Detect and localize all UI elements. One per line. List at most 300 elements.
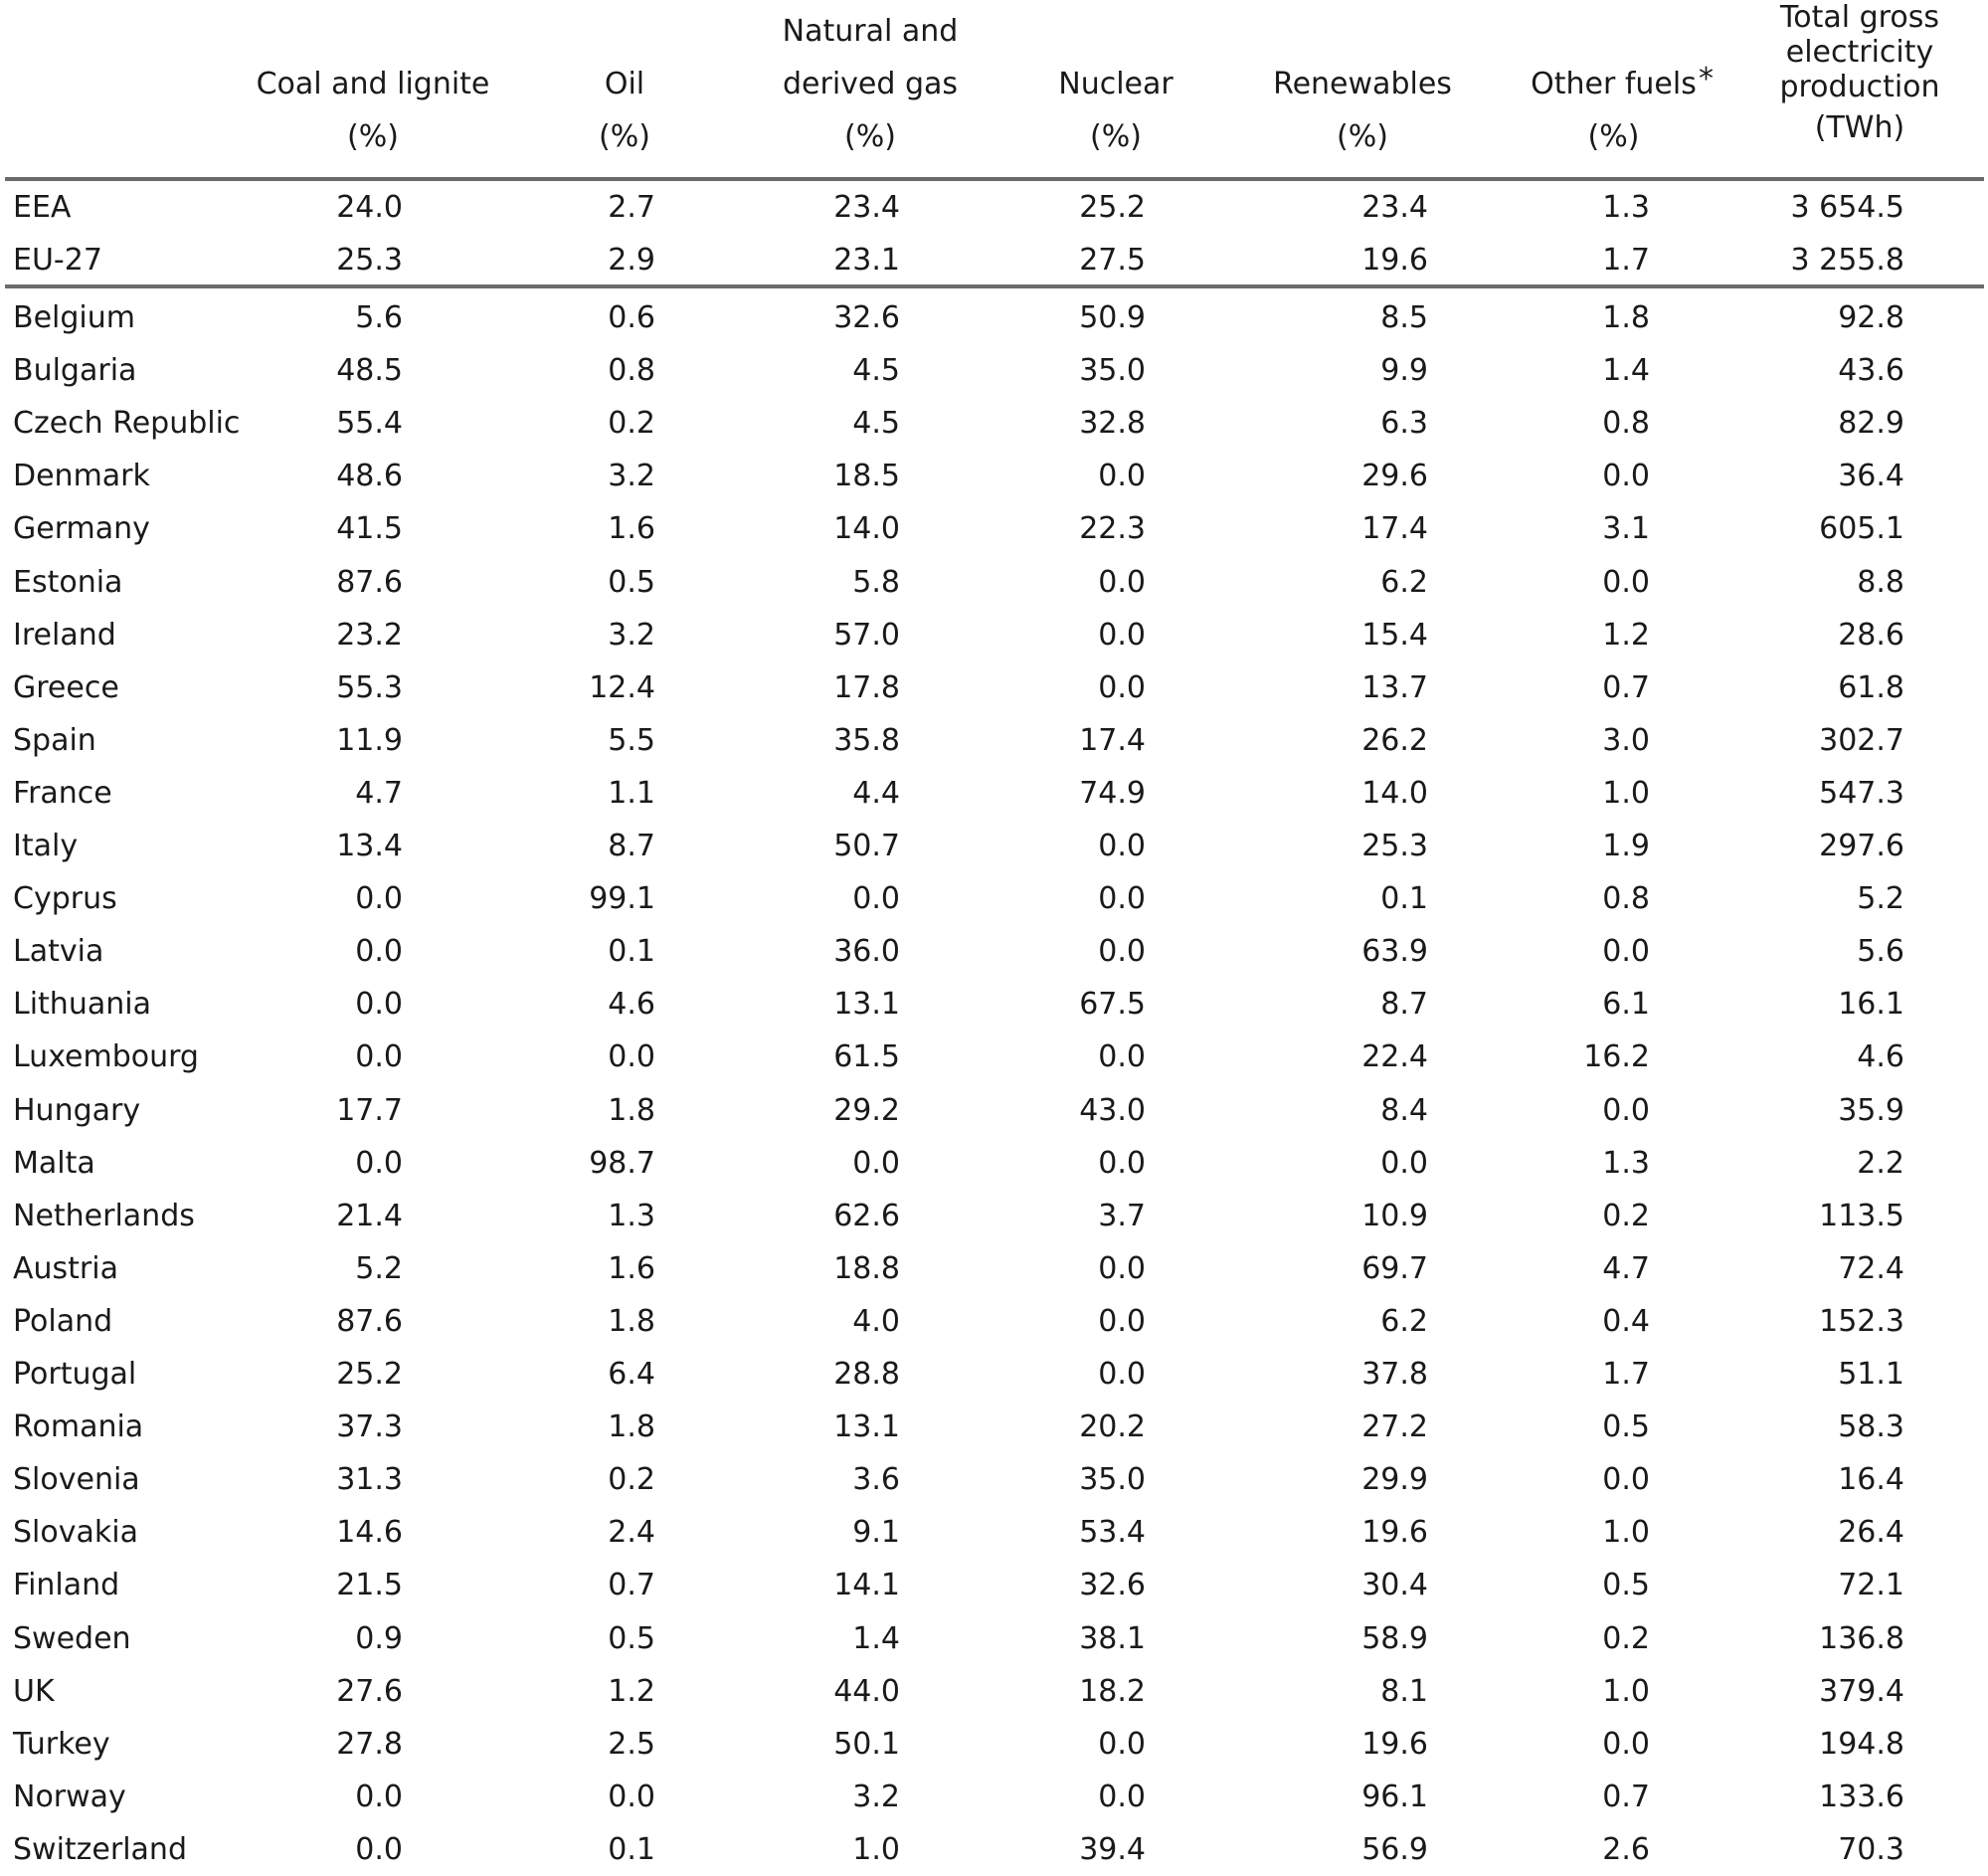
table-row — [0, 234, 1988, 286]
row-label: France — [13, 775, 112, 811]
cell-coal-lignite: 14.6 — [336, 1515, 403, 1551]
cell-other-fuels: 0.0 — [1602, 1462, 1650, 1498]
cell-coal-lignite: 87.6 — [336, 564, 403, 600]
cell-nuclear: 67.5 — [1079, 987, 1146, 1023]
row-label: Luxembourg — [13, 1039, 199, 1075]
cell-nuclear: 0.0 — [1098, 564, 1146, 600]
row-label: Germany — [13, 511, 150, 547]
cell-oil: 1.8 — [608, 1092, 655, 1128]
cell-natural-gas: 13.1 — [833, 987, 900, 1023]
cell-other-fuels: 1.2 — [1602, 617, 1650, 653]
row-label: EU-27 — [13, 243, 102, 278]
table-row — [0, 714, 1988, 767]
table-row — [0, 1665, 1988, 1718]
header-line: electricity — [1785, 35, 1934, 70]
header-line: derived gas — [782, 67, 958, 101]
cell-total-production: 547.3 — [1819, 775, 1904, 811]
cell-coal-lignite: 23.2 — [336, 617, 403, 653]
table-row — [0, 1348, 1988, 1401]
row-label: Finland — [13, 1568, 120, 1603]
cell-coal-lignite: 11.9 — [336, 722, 403, 758]
cell-other-fuels: 16.2 — [1583, 1039, 1650, 1075]
row-label: Hungary — [13, 1092, 141, 1128]
cell-natural-gas: 50.7 — [833, 829, 900, 863]
cell-coal-lignite: 0.0 — [355, 1831, 403, 1867]
header-line — [1497, 5, 1730, 58]
cell-oil: 0.8 — [608, 353, 655, 389]
cell-nuclear: 17.4 — [1079, 722, 1146, 758]
cell-nuclear: 22.3 — [1079, 511, 1146, 547]
cell-total-production: 152.3 — [1819, 1303, 1904, 1339]
cell-renewables: 37.8 — [1361, 1357, 1428, 1392]
row-label: Netherlands — [13, 1198, 195, 1233]
cell-oil: 0.1 — [608, 934, 655, 970]
table-row — [0, 1137, 1988, 1190]
cell-other-fuels: 0.0 — [1602, 459, 1650, 494]
header-nuclear — [1006, 5, 1225, 163]
cell-natural-gas: 1.0 — [852, 1831, 900, 1867]
table-row — [0, 1295, 1988, 1348]
cell-other-fuels: 1.7 — [1602, 1357, 1650, 1392]
cell-other-fuels: 0.0 — [1602, 1726, 1650, 1762]
cell-oil: 2.9 — [608, 243, 655, 278]
cell-other-fuels: 0.0 — [1602, 934, 1650, 970]
row-label: Sweden — [13, 1620, 131, 1656]
cell-oil: 1.6 — [608, 511, 655, 547]
cell-renewables: 29.9 — [1361, 1462, 1428, 1498]
cell-nuclear: 32.8 — [1079, 406, 1146, 442]
row-label: Malta — [13, 1145, 95, 1181]
cell-nuclear: 38.1 — [1079, 1620, 1146, 1656]
row-label: Romania — [13, 1409, 144, 1445]
aggregate-rule — [5, 284, 1984, 288]
cell-other-fuels: 0.0 — [1602, 564, 1650, 600]
cell-oil: 99.1 — [589, 881, 655, 917]
cell-other-fuels: 6.1 — [1602, 987, 1650, 1023]
cell-renewables: 8.4 — [1380, 1092, 1428, 1128]
cell-natural-gas: 4.0 — [852, 1303, 900, 1339]
cell-renewables: 30.4 — [1361, 1568, 1428, 1603]
row-label: Czech Republic — [13, 406, 241, 442]
row-label: Greece — [13, 669, 119, 705]
cell-renewables: 19.6 — [1361, 243, 1428, 278]
cell-coal-lignite: 0.0 — [355, 881, 403, 917]
row-label: Austria — [13, 1250, 118, 1286]
cell-oil: 5.5 — [608, 722, 655, 758]
header-unit: (%) — [1090, 119, 1142, 154]
table-row — [0, 1771, 1988, 1823]
cell-nuclear: 0.0 — [1098, 1039, 1146, 1075]
cell-total-production: 35.9 — [1838, 1092, 1904, 1128]
table-row — [0, 820, 1988, 872]
cell-nuclear: 3.7 — [1098, 1198, 1146, 1233]
cell-coal-lignite: 27.8 — [336, 1726, 403, 1762]
cell-renewables: 27.2 — [1361, 1409, 1428, 1445]
cell-coal-lignite: 5.2 — [355, 1250, 403, 1286]
cell-other-fuels: 1.4 — [1602, 353, 1650, 389]
cell-nuclear: 32.6 — [1079, 1568, 1146, 1603]
cell-renewables: 0.0 — [1380, 1145, 1428, 1181]
cell-coal-lignite: 0.9 — [355, 1620, 403, 1656]
cell-oil: 1.1 — [608, 775, 655, 811]
cell-natural-gas: 4.5 — [852, 353, 900, 389]
cell-nuclear: 0.0 — [1098, 934, 1146, 970]
header-renewables — [1238, 5, 1487, 163]
cell-oil: 0.5 — [608, 1620, 655, 1656]
cell-other-fuels: 1.3 — [1602, 190, 1650, 225]
cell-other-fuels: 3.1 — [1602, 511, 1650, 547]
cell-coal-lignite: 48.5 — [336, 353, 403, 389]
cell-coal-lignite: 41.5 — [336, 511, 403, 547]
cell-total-production: 58.3 — [1838, 1409, 1904, 1445]
row-label: Lithuania — [13, 987, 151, 1023]
cell-natural-gas: 14.0 — [833, 511, 900, 547]
cell-other-fuels: 1.3 — [1602, 1145, 1650, 1181]
cell-oil: 1.2 — [608, 1673, 655, 1709]
cell-coal-lignite: 21.4 — [336, 1198, 403, 1233]
cell-total-production: 16.4 — [1838, 1462, 1904, 1498]
cell-total-production: 194.8 — [1819, 1726, 1904, 1762]
cell-renewables: 6.2 — [1380, 564, 1428, 600]
cell-total-production: 133.6 — [1819, 1779, 1904, 1814]
cell-total-production: 3 654.5 — [1790, 190, 1904, 225]
cell-renewables: 63.9 — [1361, 934, 1428, 970]
cell-natural-gas: 4.4 — [852, 775, 900, 811]
cell-nuclear: 39.4 — [1079, 1831, 1146, 1867]
cell-oil: 98.7 — [589, 1145, 655, 1181]
cell-nuclear: 0.0 — [1098, 1145, 1146, 1181]
cell-renewables: 22.4 — [1361, 1039, 1428, 1075]
cell-natural-gas: 23.1 — [833, 243, 900, 278]
header-line — [1006, 5, 1225, 58]
cell-total-production: 605.1 — [1819, 511, 1904, 547]
cell-total-production: 28.6 — [1838, 617, 1904, 653]
cell-total-production: 51.1 — [1838, 1357, 1904, 1392]
row-label: UK — [13, 1673, 55, 1709]
cell-renewables: 23.4 — [1361, 190, 1428, 225]
header-unit: (%) — [1587, 119, 1640, 154]
cell-renewables: 13.7 — [1361, 669, 1428, 705]
cell-natural-gas: 44.0 — [833, 1673, 900, 1709]
cell-other-fuels: 0.7 — [1602, 1779, 1650, 1814]
table-row — [0, 1612, 1988, 1665]
cell-total-production: 302.7 — [1819, 722, 1904, 758]
cell-coal-lignite: 25.2 — [336, 1357, 403, 1392]
cell-oil: 0.5 — [608, 564, 655, 600]
table-row — [0, 291, 1988, 344]
cell-coal-lignite: 24.0 — [336, 190, 403, 225]
cell-coal-lignite: 0.0 — [355, 1779, 403, 1814]
cell-natural-gas: 17.8 — [833, 669, 900, 705]
table-row — [0, 502, 1988, 555]
header-unit: (%) — [1337, 119, 1388, 154]
cell-oil: 0.2 — [608, 1462, 655, 1498]
header-unit: (%) — [844, 119, 896, 154]
cell-oil: 0.7 — [608, 1568, 655, 1603]
cell-coal-lignite: 21.5 — [336, 1568, 403, 1603]
cell-total-production: 70.3 — [1838, 1831, 1904, 1867]
cell-oil: 2.4 — [608, 1515, 655, 1551]
cell-renewables: 6.2 — [1380, 1303, 1428, 1339]
cell-oil: 1.3 — [608, 1198, 655, 1233]
row-label: Slovakia — [13, 1515, 138, 1551]
cell-oil: 1.6 — [608, 1250, 655, 1286]
row-label: Portugal — [13, 1357, 137, 1392]
table-row — [0, 978, 1988, 1031]
cell-natural-gas: 5.8 — [852, 564, 900, 600]
cell-oil: 8.7 — [608, 829, 655, 863]
table-row — [0, 925, 1988, 978]
cell-other-fuels: 0.0 — [1602, 1092, 1650, 1128]
cell-other-fuels: 1.0 — [1602, 1673, 1650, 1709]
cell-other-fuels: 0.5 — [1602, 1568, 1650, 1603]
header-line: production — [1779, 70, 1940, 104]
header-line: Coal and lignite — [256, 67, 490, 101]
cell-oil: 0.6 — [608, 300, 655, 335]
cell-coal-lignite: 13.4 — [336, 829, 403, 863]
cell-nuclear: 53.4 — [1079, 1515, 1146, 1551]
row-label: Ireland — [13, 617, 116, 653]
cell-renewables: 8.5 — [1380, 300, 1428, 335]
table-row — [0, 1031, 1988, 1083]
cell-natural-gas: 3.6 — [852, 1462, 900, 1498]
cell-renewables: 69.7 — [1361, 1250, 1428, 1286]
cell-total-production: 297.6 — [1819, 829, 1904, 863]
header-line: Oil — [604, 67, 645, 101]
table-row — [0, 181, 1988, 234]
cell-renewables: 26.2 — [1361, 722, 1428, 758]
cell-oil: 0.0 — [608, 1039, 655, 1075]
table-row — [0, 1401, 1988, 1453]
table-row — [0, 1823, 1988, 1876]
header-oil — [525, 5, 724, 163]
cell-coal-lignite: 17.7 — [336, 1092, 403, 1128]
cell-renewables: 10.9 — [1361, 1198, 1428, 1233]
cell-renewables: 56.9 — [1361, 1831, 1428, 1867]
cell-oil: 0.1 — [608, 1831, 655, 1867]
cell-total-production: 36.4 — [1838, 459, 1904, 494]
header-unit: (%) — [347, 119, 399, 154]
cell-natural-gas: 61.5 — [833, 1039, 900, 1075]
row-label: Belgium — [13, 300, 135, 335]
table-row — [0, 344, 1988, 397]
table-row — [0, 661, 1988, 714]
cell-total-production: 72.1 — [1838, 1568, 1904, 1603]
row-label: Norway — [13, 1779, 126, 1814]
table-row — [0, 1242, 1988, 1295]
cell-renewables: 9.9 — [1380, 353, 1428, 389]
cell-coal-lignite: 25.3 — [336, 243, 403, 278]
cell-coal-lignite: 48.6 — [336, 459, 403, 494]
cell-renewables: 8.7 — [1380, 987, 1428, 1023]
cell-coal-lignite: 37.3 — [336, 1409, 403, 1445]
cell-nuclear: 25.2 — [1079, 190, 1146, 225]
cell-coal-lignite: 31.3 — [336, 1462, 403, 1498]
row-label: Spain — [13, 722, 96, 758]
cell-renewables: 29.6 — [1361, 459, 1428, 494]
cell-natural-gas: 50.1 — [833, 1726, 900, 1762]
row-label: Bulgaria — [13, 353, 137, 389]
header-unit: (TWh) — [1814, 110, 1905, 145]
cell-oil: 6.4 — [608, 1357, 655, 1392]
cell-total-production: 2.2 — [1857, 1145, 1904, 1181]
cell-other-fuels: 0.2 — [1602, 1198, 1650, 1233]
table-row — [0, 1506, 1988, 1559]
row-label: Latvia — [13, 934, 104, 970]
cell-total-production: 5.6 — [1857, 934, 1904, 970]
table-row — [0, 1084, 1988, 1137]
row-label: Denmark — [13, 459, 150, 494]
cell-total-production: 113.5 — [1819, 1198, 1904, 1233]
cell-natural-gas: 1.4 — [852, 1620, 900, 1656]
table-row — [0, 397, 1988, 450]
cell-total-production: 136.8 — [1819, 1620, 1904, 1656]
cell-coal-lignite: 87.6 — [336, 1303, 403, 1339]
cell-coal-lignite: 55.4 — [336, 406, 403, 442]
other-fuels-footnote-marker: * — [1699, 62, 1714, 96]
cell-nuclear: 50.9 — [1079, 300, 1146, 335]
table-row — [0, 872, 1988, 925]
table-row — [0, 1559, 1988, 1611]
header-line — [1238, 5, 1487, 58]
cell-total-production: 8.8 — [1857, 564, 1904, 600]
cell-oil: 4.6 — [608, 987, 655, 1023]
cell-natural-gas: 4.5 — [852, 406, 900, 442]
cell-other-fuels: 4.7 — [1602, 1250, 1650, 1286]
cell-natural-gas: 23.4 — [833, 190, 900, 225]
cell-other-fuels: 1.9 — [1602, 829, 1650, 863]
cell-natural-gas: 28.8 — [833, 1357, 900, 1392]
cell-natural-gas: 29.2 — [833, 1092, 900, 1128]
cell-natural-gas: 3.2 — [852, 1779, 900, 1814]
cell-total-production: 26.4 — [1838, 1515, 1904, 1551]
cell-total-production: 61.8 — [1838, 669, 1904, 705]
cell-natural-gas: 36.0 — [833, 934, 900, 970]
cell-nuclear: 18.2 — [1079, 1673, 1146, 1709]
row-label: Switzerland — [13, 1831, 187, 1867]
cell-renewables: 0.1 — [1380, 881, 1428, 917]
cell-renewables: 15.4 — [1361, 617, 1428, 653]
cell-other-fuels: 3.0 — [1602, 722, 1650, 758]
table-row — [0, 609, 1988, 661]
cell-natural-gas: 57.0 — [833, 617, 900, 653]
table-row — [0, 450, 1988, 502]
row-label: Poland — [13, 1303, 113, 1339]
header-line: Total gross — [1780, 0, 1939, 35]
cell-renewables: 19.6 — [1361, 1515, 1428, 1551]
header-natural-gas — [751, 5, 990, 163]
cell-total-production: 379.4 — [1819, 1673, 1904, 1709]
row-label: Slovenia — [13, 1462, 140, 1498]
cell-nuclear: 0.0 — [1098, 669, 1146, 705]
cell-nuclear: 0.0 — [1098, 1303, 1146, 1339]
cell-oil: 1.8 — [608, 1409, 655, 1445]
cell-nuclear: 35.0 — [1079, 1462, 1146, 1498]
cell-total-production: 5.2 — [1857, 881, 1904, 917]
table-row — [0, 556, 1988, 609]
cell-nuclear: 0.0 — [1098, 1726, 1146, 1762]
cell-other-fuels: 1.0 — [1602, 775, 1650, 811]
cell-natural-gas: 62.6 — [833, 1198, 900, 1233]
cell-other-fuels: 0.4 — [1602, 1303, 1650, 1339]
cell-nuclear: 35.0 — [1079, 353, 1146, 389]
cell-total-production: 3 255.8 — [1790, 243, 1904, 278]
cell-other-fuels: 0.5 — [1602, 1409, 1650, 1445]
cell-oil: 0.0 — [608, 1779, 655, 1814]
cell-total-production: 82.9 — [1838, 406, 1904, 442]
header-other-fuels — [1497, 5, 1730, 163]
cell-total-production: 4.6 — [1857, 1039, 1904, 1075]
cell-nuclear: 43.0 — [1079, 1092, 1146, 1128]
table-row — [0, 1453, 1988, 1506]
cell-other-fuels: 1.8 — [1602, 300, 1650, 335]
cell-natural-gas: 14.1 — [833, 1568, 900, 1603]
cell-coal-lignite: 0.0 — [355, 1039, 403, 1075]
cell-nuclear: 0.0 — [1098, 1357, 1146, 1392]
cell-coal-lignite: 4.7 — [355, 775, 403, 811]
cell-coal-lignite: 27.6 — [336, 1673, 403, 1709]
cell-natural-gas: 0.0 — [852, 881, 900, 917]
cell-oil: 2.5 — [608, 1726, 655, 1762]
cell-oil: 3.2 — [608, 459, 655, 494]
cell-oil: 1.8 — [608, 1303, 655, 1339]
cell-total-production: 72.4 — [1838, 1250, 1904, 1286]
cell-other-fuels: 0.8 — [1602, 881, 1650, 917]
header-line: Renewables — [1273, 67, 1452, 101]
cell-nuclear: 0.0 — [1098, 459, 1146, 494]
cell-nuclear: 0.0 — [1098, 829, 1146, 863]
header-line — [525, 5, 724, 58]
cell-coal-lignite: 5.6 — [355, 300, 403, 335]
cell-nuclear: 0.0 — [1098, 617, 1146, 653]
cell-natural-gas: 18.8 — [833, 1250, 900, 1286]
cell-natural-gas: 35.8 — [833, 722, 900, 758]
cell-other-fuels: 2.6 — [1602, 1831, 1650, 1867]
cell-renewables: 8.1 — [1380, 1673, 1428, 1709]
cell-renewables: 17.4 — [1361, 511, 1428, 547]
table-row — [0, 1190, 1988, 1242]
row-label: EEA — [13, 190, 72, 225]
cell-renewables: 96.1 — [1361, 1779, 1428, 1814]
cell-total-production: 16.1 — [1838, 987, 1904, 1023]
cell-natural-gas: 0.0 — [852, 1145, 900, 1181]
cell-coal-lignite: 0.0 — [355, 934, 403, 970]
cell-renewables: 6.3 — [1380, 406, 1428, 442]
cell-nuclear: 0.0 — [1098, 881, 1146, 917]
row-label: Estonia — [13, 564, 123, 600]
cell-nuclear: 0.0 — [1098, 1250, 1146, 1286]
cell-coal-lignite: 0.0 — [355, 1145, 403, 1181]
cell-renewables: 19.6 — [1361, 1726, 1428, 1762]
cell-coal-lignite: 55.3 — [336, 669, 403, 705]
header-total-production — [1760, 0, 1959, 145]
cell-oil: 3.2 — [608, 617, 655, 653]
cell-oil: 0.2 — [608, 406, 655, 442]
cell-natural-gas: 9.1 — [852, 1515, 900, 1551]
cell-natural-gas: 32.6 — [833, 300, 900, 335]
cell-nuclear: 20.2 — [1079, 1409, 1146, 1445]
header-line: Nuclear — [1058, 67, 1174, 101]
table-row — [0, 767, 1988, 820]
cell-renewables: 25.3 — [1361, 829, 1428, 863]
cell-renewables: 14.0 — [1361, 775, 1428, 811]
cell-oil: 2.7 — [608, 190, 655, 225]
cell-other-fuels: 0.7 — [1602, 669, 1650, 705]
cell-nuclear: 0.0 — [1098, 1779, 1146, 1814]
header-unit: (%) — [599, 119, 650, 154]
row-label: Turkey — [13, 1726, 110, 1762]
cell-coal-lignite: 0.0 — [355, 987, 403, 1023]
